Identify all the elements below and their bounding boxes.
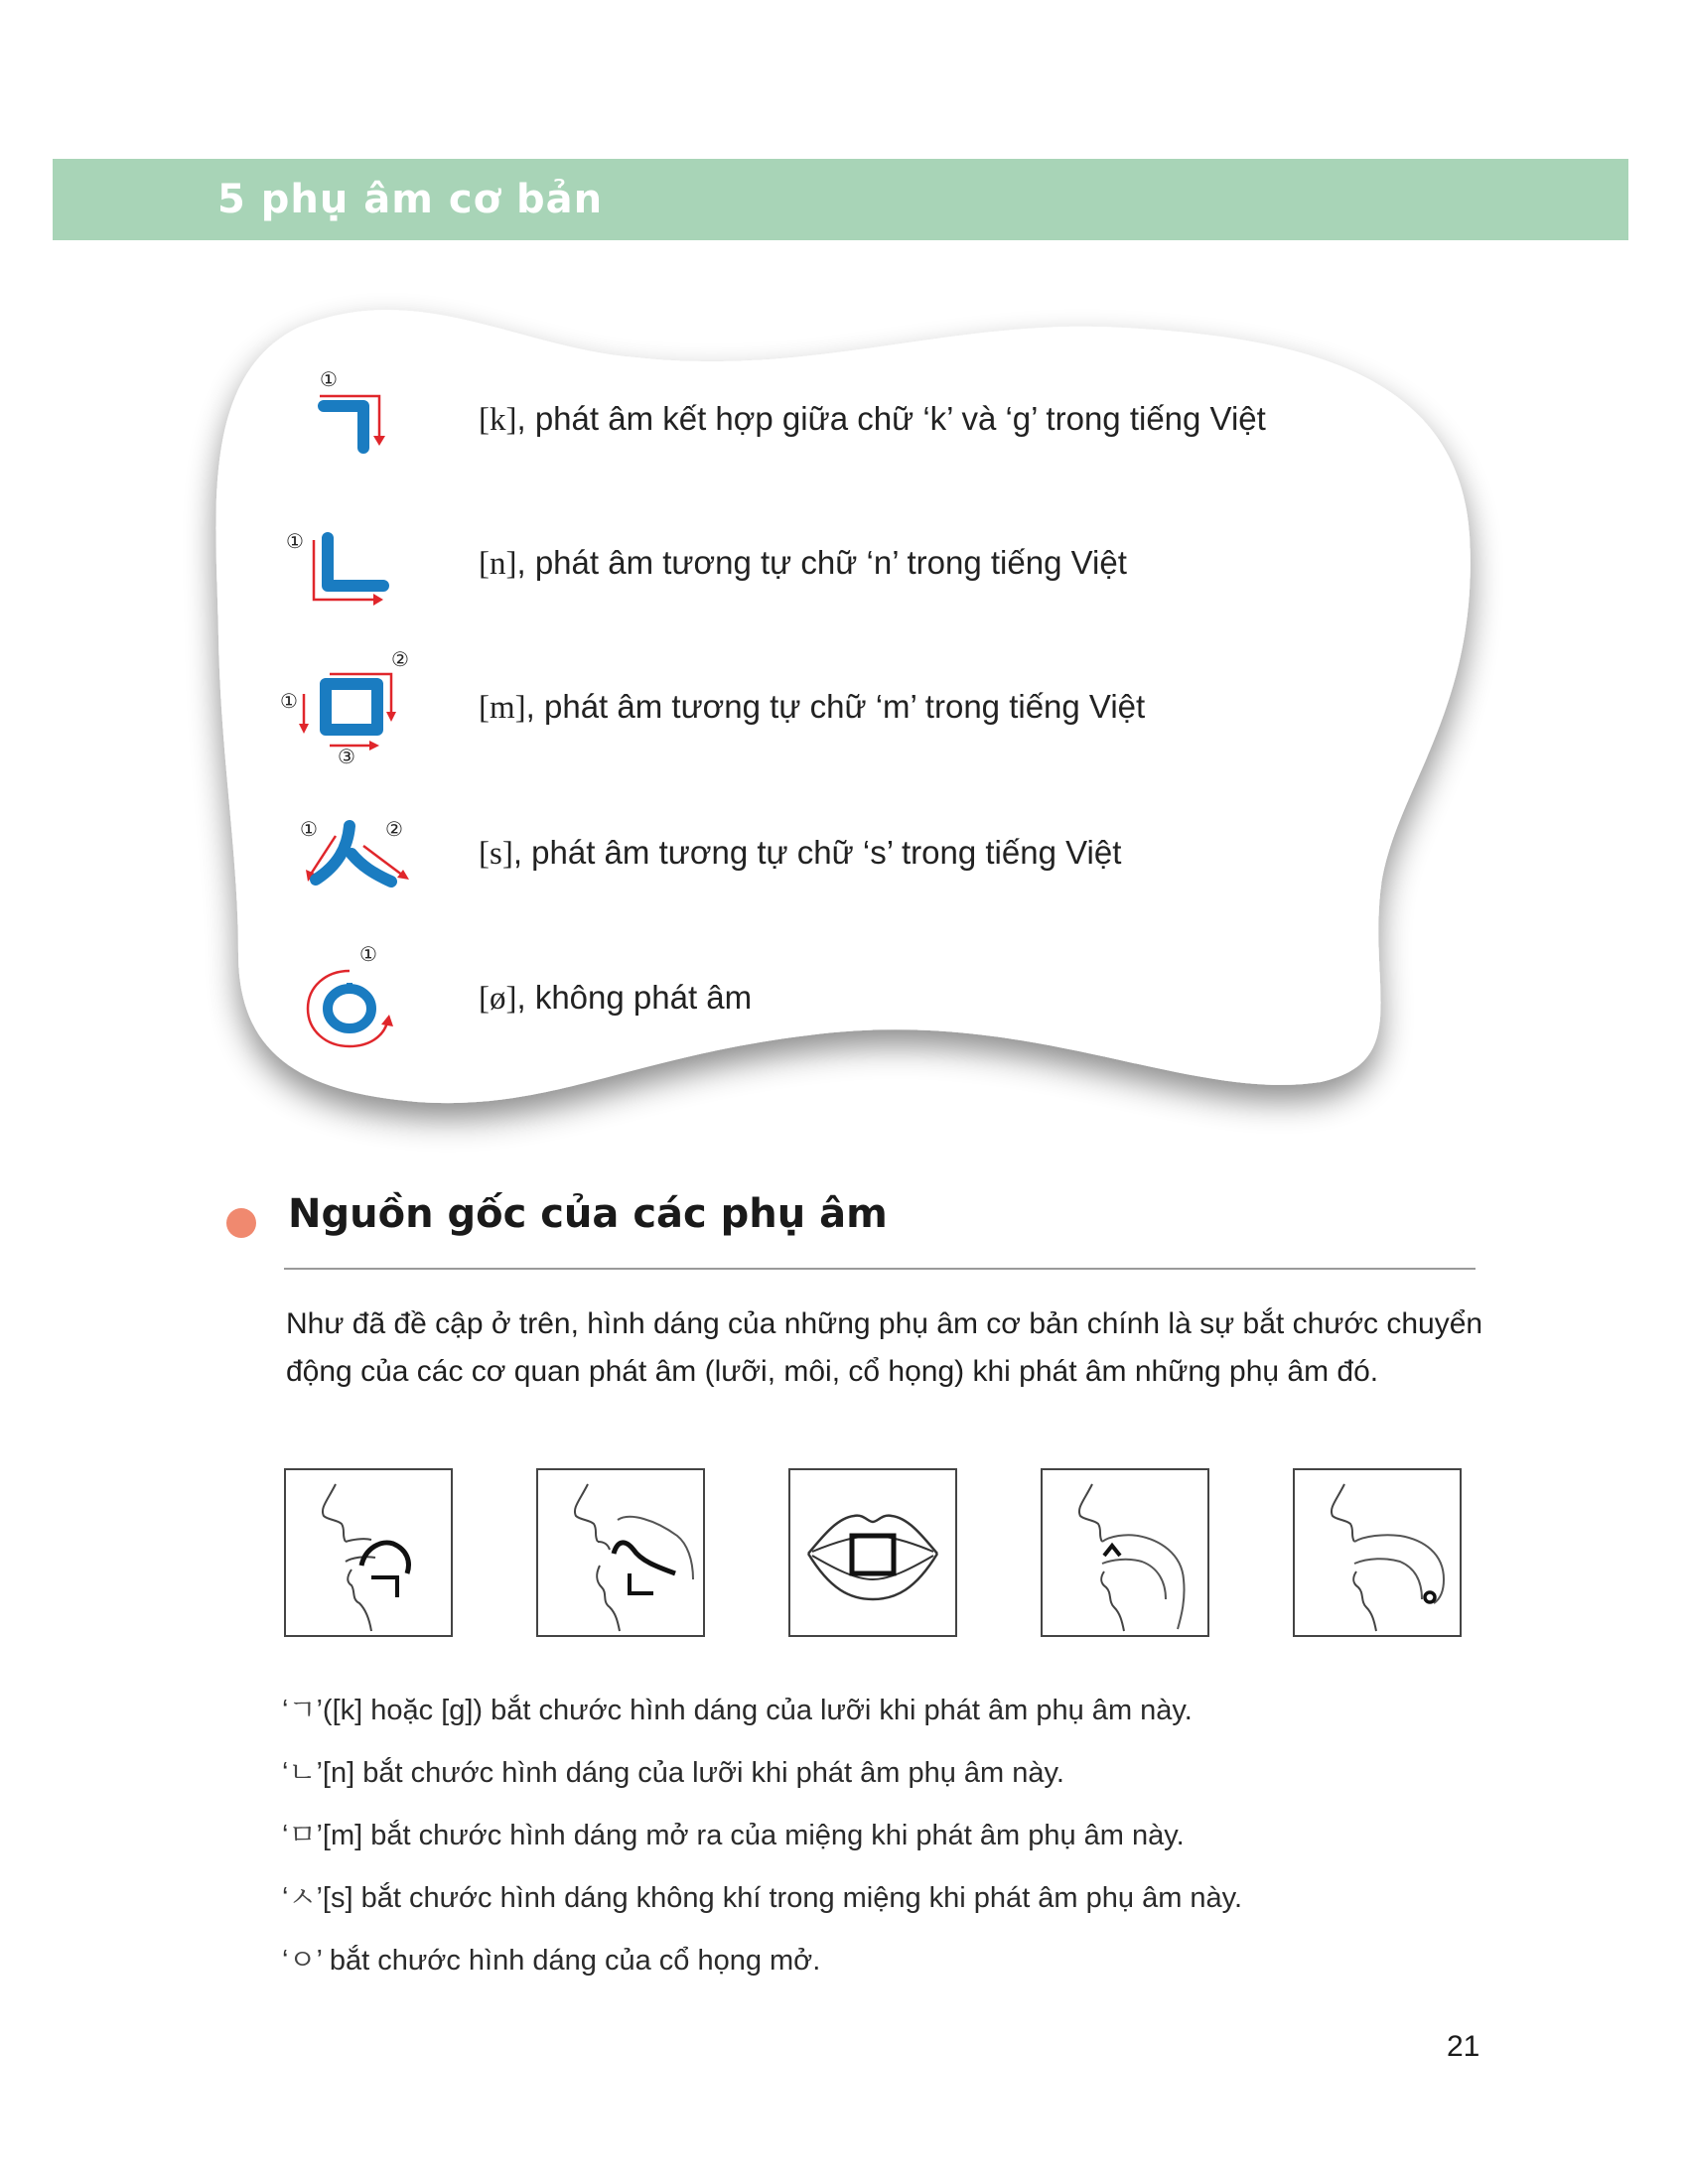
stroke-mark: ③: [338, 745, 355, 768]
intro-paragraph: [286, 1300, 1487, 1396]
page-number: 21: [1447, 2030, 1480, 2063]
origin-ipa: [s]: [322, 1882, 353, 1914]
origin-text: bắt chước hình dáng mở ra của miệng khi phát âm phụ âm này.: [362, 1820, 1185, 1851]
intro-line: động của các cơ quan phát âm (lưỡi, môi, cổ họng) khi phát âm những phụ âm đó.: [286, 1355, 1379, 1388]
origin-letter: ㄴ: [288, 1757, 317, 1789]
origin-letter: ㅁ: [288, 1820, 317, 1851]
origin-text: bắt chước hình dáng của lưỡi khi phát âm phụ âm này.: [354, 1757, 1064, 1789]
stroke-mark: ①: [300, 817, 318, 841]
consonant-text: , phát âm tương tự chữ ‘n’ trong tiếng Việt: [516, 544, 1127, 581]
intro-line: Như đã đề cập ở trên, hình dáng của những phụ âm cơ bản chính là sự bắt chước chuyển: [286, 1307, 1483, 1340]
origin-text: bắt chước hình dáng của cổ họng mở.: [322, 1945, 821, 1977]
consonant-row: [268, 941, 1390, 1060]
consonant-description: [479, 979, 752, 1018]
consonant-ipa: [n]: [479, 546, 517, 582]
origin-letter: ㅇ: [288, 1945, 317, 1977]
origin-text: bắt chước hình dáng không khí trong miệng khi phát âm phụ âm này.: [352, 1882, 1243, 1914]
stroke-mark: ②: [385, 817, 403, 841]
nieun-stroke-diagram: [268, 506, 437, 625]
illustration-ieung: [1293, 1468, 1462, 1637]
consonant-ipa: [s]: [479, 836, 513, 872]
consonant-description: [479, 400, 1266, 439]
consonant-row: [268, 362, 1390, 481]
origin-line: ‘ㅇ’ bắt chước hình dáng của cổ họng mở.: [282, 1945, 821, 1977]
stroke-mark: ①: [286, 529, 304, 553]
stroke-mark: ①: [359, 942, 377, 966]
consonant-ipa: [ø]: [479, 981, 517, 1017]
consonant-row: [268, 796, 1390, 915]
section-bullet: [226, 1208, 256, 1238]
consonant-ipa: [m]: [479, 690, 526, 726]
illustration-giyeok: [284, 1468, 453, 1637]
origin-line: ‘ㄱ’([k] hoặc [g]) bắt chước hình dáng của lưỡi khi phát âm phụ âm này.: [282, 1695, 1193, 1726]
mieum-stroke-diagram: [268, 650, 437, 769]
consonant-text: , phát âm tương tự chữ ‘s’ trong tiếng Việt: [512, 834, 1122, 871]
ieung-stroke-diagram: [268, 941, 437, 1060]
section-divider: [284, 1268, 1476, 1270]
stroke-mark: ①: [280, 689, 298, 713]
illustration-nieun: [536, 1468, 705, 1637]
siot-stroke-diagram: [268, 796, 437, 915]
consonant-text: , không phát âm: [516, 979, 753, 1016]
banner-title: 5 phụ âm cơ bản: [217, 177, 604, 222]
giyeok-stroke-diagram: [268, 362, 437, 481]
origin-line: ‘ㅁ’[m] bắt chước hình dáng mở ra của miệng khi phát âm phụ âm này.: [282, 1820, 1185, 1851]
consonant-ipa: [k]: [479, 402, 517, 438]
consonant-text: , phát âm tương tự chữ ‘m’ trong tiếng Việt: [525, 688, 1146, 725]
origin-letter: ㄱ: [288, 1695, 317, 1726]
origin-ipa: [n]: [322, 1757, 355, 1789]
consonant-description: [479, 834, 1121, 873]
illustration-mieum: [788, 1468, 957, 1637]
illustration-siot: [1041, 1468, 1209, 1637]
origin-ipa: [m]: [322, 1820, 363, 1851]
origin-letter: ㅅ: [288, 1882, 317, 1914]
consonant-description: [479, 544, 1127, 583]
consonant-text: , phát âm kết hợp giữa chữ ‘k’ và ‘g’ trong tiếng Việt: [516, 400, 1266, 437]
stroke-mark: ②: [391, 650, 409, 671]
section-title: Nguồn gốc của các phụ âm: [288, 1191, 888, 1237]
origin-line: ‘ㄴ’[n] bắt chước hình dáng của lưỡi khi phát âm phụ âm này.: [282, 1757, 1064, 1789]
origin-ipa: ([k] hoặc [g]): [322, 1695, 484, 1726]
stroke-mark: ①: [320, 367, 338, 391]
origin-text: bắt chước hình dáng của lưỡi khi phát âm phụ âm này.: [483, 1695, 1193, 1726]
consonant-row: [268, 506, 1390, 625]
consonant-row: [268, 650, 1390, 769]
origin-line: ‘ㅅ’[s] bắt chước hình dáng không khí trong miệng khi phát âm phụ âm này.: [282, 1882, 1243, 1914]
consonant-description: [479, 688, 1145, 727]
